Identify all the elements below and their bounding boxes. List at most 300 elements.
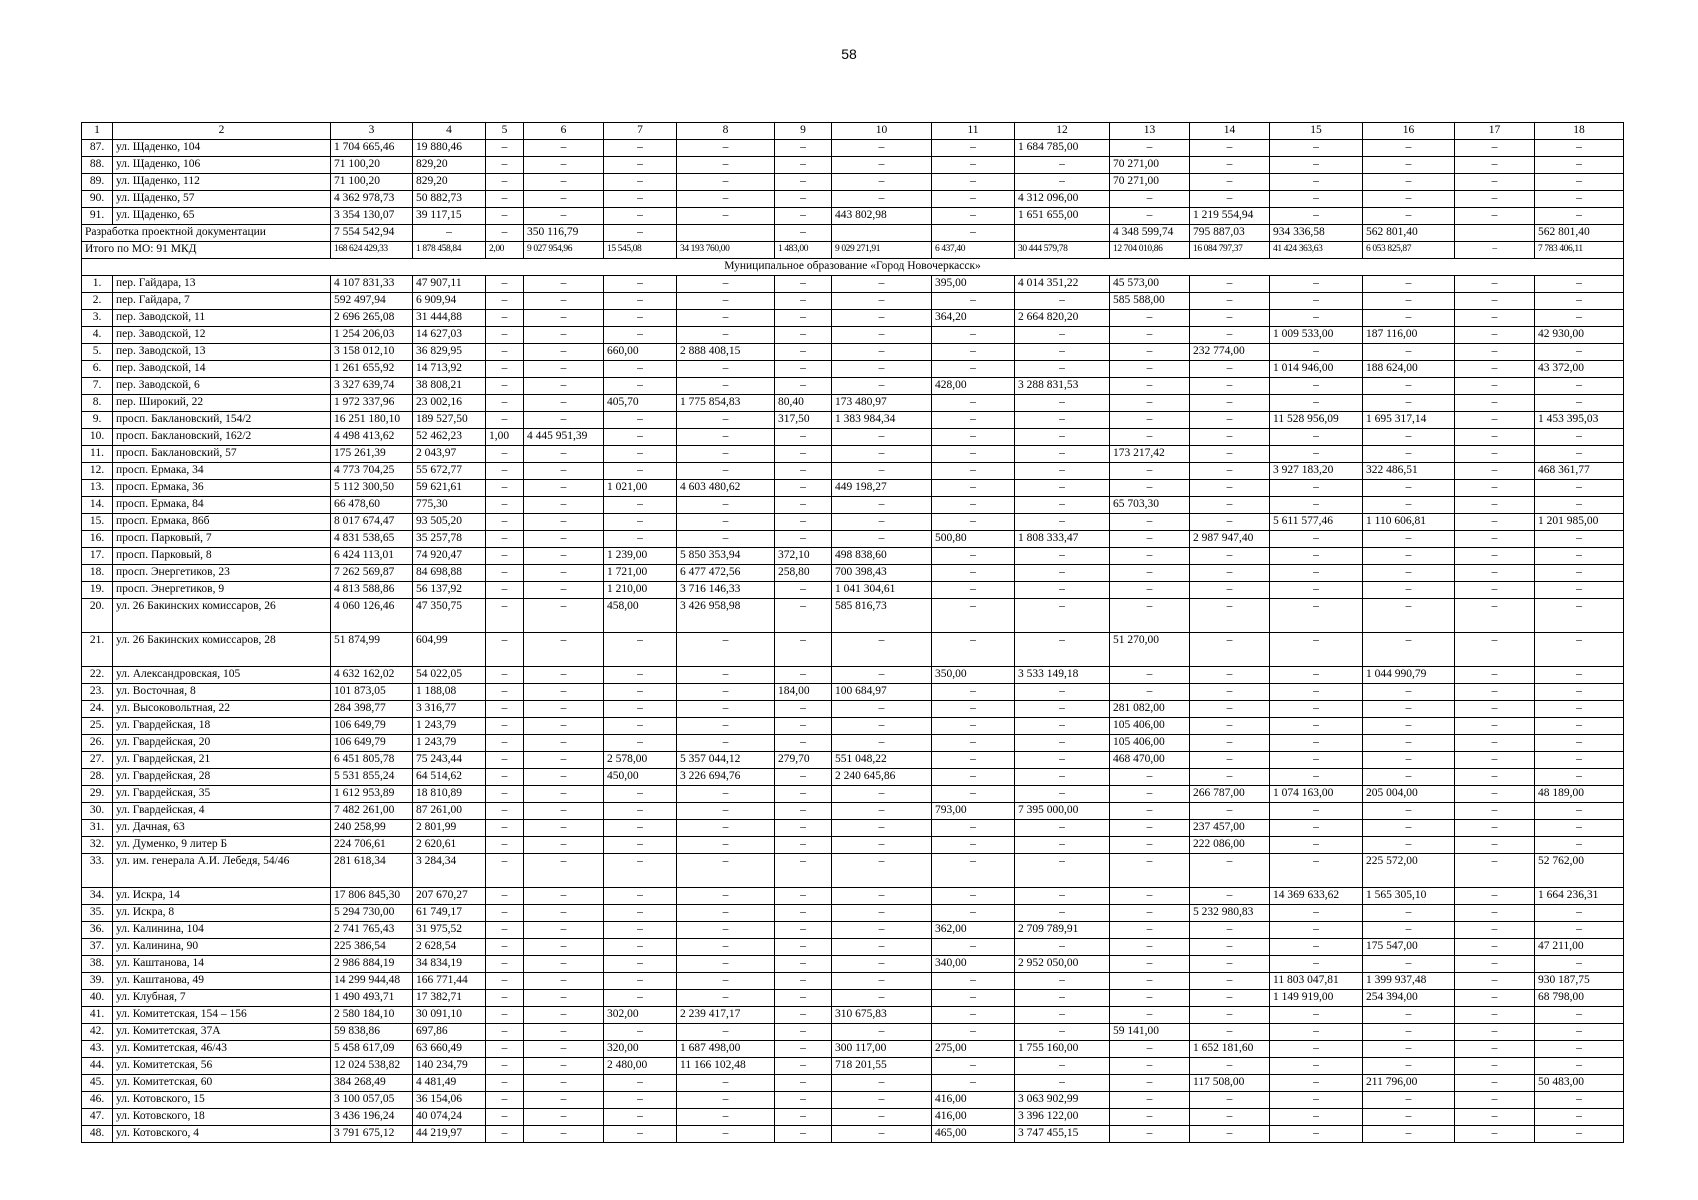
value-cell: – (932, 1058, 1015, 1075)
value-cell: – (1363, 582, 1455, 599)
value-cell: – (1270, 293, 1363, 310)
value-cell: – (775, 1041, 832, 1058)
header-cell: 5 (486, 123, 524, 140)
row-number: 30. (82, 803, 113, 820)
value-cell: – (604, 939, 677, 956)
value-cell: – (1363, 1126, 1455, 1143)
value-cell: – (1190, 412, 1270, 429)
value-cell: – (1190, 973, 1270, 990)
value-cell: 4 312 096,00 (1015, 191, 1110, 208)
value-cell: 19 880,46 (413, 140, 486, 157)
value-cell: – (775, 463, 832, 480)
value-cell: – (1363, 684, 1455, 701)
value-cell: – (677, 208, 775, 225)
value-cell: – (524, 820, 604, 837)
table-row (82, 276, 1624, 293)
value-cell: – (486, 956, 524, 973)
value-cell: – (1270, 837, 1363, 854)
value-cell: 4 107 831,33 (331, 276, 413, 293)
value-cell: – (1270, 378, 1363, 395)
value-cell: – (832, 990, 932, 1007)
value-cell: – (486, 293, 524, 310)
value-cell: – (1270, 1058, 1363, 1075)
value-cell: – (775, 633, 832, 667)
value-cell: 61 749,17 (413, 905, 486, 922)
value-cell: – (1535, 667, 1624, 684)
value-cell: – (1363, 956, 1455, 973)
value-cell (677, 225, 775, 242)
value-cell: 2,00 (486, 242, 524, 259)
value-cell: – (1110, 837, 1190, 854)
value-cell: – (677, 446, 775, 463)
value-cell: – (1455, 378, 1535, 395)
value-cell: – (1363, 769, 1455, 786)
value-cell: – (677, 1092, 775, 1109)
table-row (82, 429, 1624, 446)
value-cell: 4 362 978,73 (331, 191, 413, 208)
value-cell: – (1455, 565, 1535, 582)
value-cell: – (486, 1075, 524, 1092)
value-cell: 1 149 919,00 (1270, 990, 1363, 1007)
value-cell: 2 888 408,15 (677, 344, 775, 361)
value-cell: 100 684,97 (832, 684, 932, 701)
value-cell: – (832, 378, 932, 395)
value-cell: – (524, 1024, 604, 1041)
value-cell: – (1015, 786, 1110, 803)
value-cell: 14 299 944,48 (331, 973, 413, 990)
address-cell: ул. 26 Бакинских комиссаров, 26 (113, 599, 331, 633)
value-cell: – (775, 820, 832, 837)
address-cell: пер. Заводской, 13 (113, 344, 331, 361)
value-cell: – (1270, 1092, 1363, 1109)
value-cell: – (932, 174, 1015, 191)
value-cell: – (1015, 888, 1110, 905)
value-cell: – (775, 293, 832, 310)
value-cell: – (775, 497, 832, 514)
value-cell: – (486, 633, 524, 667)
value-cell: – (1455, 684, 1535, 701)
value-cell: – (1535, 1092, 1624, 1109)
value-cell: – (524, 191, 604, 208)
value-cell: 237 457,00 (1190, 820, 1270, 837)
table-row (82, 225, 1624, 242)
value-cell: 1 721,00 (604, 565, 677, 582)
value-cell: – (1110, 191, 1190, 208)
value-cell: – (1015, 174, 1110, 191)
value-cell: – (1110, 854, 1190, 888)
value-cell: – (1270, 667, 1363, 684)
table-row (82, 854, 1624, 888)
value-cell: 64 514,62 (413, 769, 486, 786)
address-cell: ул. Искра, 8 (113, 905, 331, 922)
value-cell: – (604, 191, 677, 208)
value-cell: 266 787,00 (1190, 786, 1270, 803)
value-cell: – (1455, 1024, 1535, 1041)
value-cell: – (1190, 480, 1270, 497)
value-cell: – (775, 429, 832, 446)
value-cell: – (524, 1041, 604, 1058)
value-cell: – (1270, 922, 1363, 939)
address-cell: ул. Гвардейская, 35 (113, 786, 331, 803)
value-cell: 1 808 333,47 (1015, 531, 1110, 548)
table-row (82, 344, 1624, 361)
value-cell: – (932, 293, 1015, 310)
value-cell: 232 774,00 (1190, 344, 1270, 361)
value-cell: – (524, 752, 604, 769)
address-cell: ул. Щаденко, 106 (113, 157, 331, 174)
value-cell: 498 838,60 (832, 548, 932, 565)
value-cell: – (775, 208, 832, 225)
value-cell: – (524, 888, 604, 905)
value-cell: 188 624,00 (1363, 361, 1455, 378)
value-cell: 14 713,92 (413, 361, 486, 378)
value-cell: – (524, 1092, 604, 1109)
value-cell: 7 395 000,00 (1015, 803, 1110, 820)
value-cell: 8 017 674,47 (331, 514, 413, 531)
value-cell: – (1190, 1058, 1270, 1075)
value-cell: – (1015, 429, 1110, 446)
value-cell: – (1015, 157, 1110, 174)
value-cell: – (1270, 905, 1363, 922)
value-cell: – (604, 684, 677, 701)
value-cell: – (486, 735, 524, 752)
row-number: 13. (82, 480, 113, 497)
value-cell: – (1535, 1126, 1624, 1143)
value-cell: – (486, 939, 524, 956)
value-cell: – (1363, 293, 1455, 310)
value-cell: – (932, 208, 1015, 225)
value-cell: – (524, 140, 604, 157)
value-cell: – (486, 310, 524, 327)
value-cell: – (1535, 837, 1624, 854)
value-cell: – (1015, 497, 1110, 514)
value-cell: – (775, 1024, 832, 1041)
value-cell: – (1015, 582, 1110, 599)
value-cell: 5 531 855,24 (331, 769, 413, 786)
address-cell: ул. Александровская, 105 (113, 667, 331, 684)
value-cell: 1 755 160,00 (1015, 1041, 1110, 1058)
value-cell: 1 210,00 (604, 582, 677, 599)
value-cell: – (775, 718, 832, 735)
value-cell: – (1110, 395, 1190, 412)
value-cell: – (932, 684, 1015, 701)
value-cell: – (1455, 395, 1535, 412)
table-row (82, 718, 1624, 735)
row-number: 32. (82, 837, 113, 854)
value-cell: 1 972 337,96 (331, 395, 413, 412)
value-cell: 1 041 304,61 (832, 582, 932, 599)
value-cell: – (1363, 718, 1455, 735)
value-cell: – (604, 140, 677, 157)
table-row (82, 1007, 1624, 1024)
value-cell: 6 477 472,56 (677, 565, 775, 582)
value-cell: – (1455, 242, 1535, 259)
address-cell: просп. Энергетиков, 9 (113, 582, 331, 599)
value-cell: 795 887,03 (1190, 225, 1270, 242)
value-cell: – (832, 446, 932, 463)
value-cell: 775,30 (413, 497, 486, 514)
value-cell: – (775, 276, 832, 293)
value-cell: – (1535, 820, 1624, 837)
value-cell: 700 398,43 (832, 565, 932, 582)
value-cell: 5 850 353,94 (677, 548, 775, 565)
value-cell: – (486, 412, 524, 429)
value-cell: 1 219 554,94 (1190, 208, 1270, 225)
table-row (82, 140, 1624, 157)
row-number: 18. (82, 565, 113, 582)
value-cell: – (932, 735, 1015, 752)
value-cell: – (1455, 1092, 1535, 1109)
value-cell: – (1455, 1058, 1535, 1075)
header-cell: 13 (1110, 123, 1190, 140)
row-number: 39. (82, 973, 113, 990)
value-cell: – (1110, 1041, 1190, 1058)
value-cell: – (1535, 310, 1624, 327)
value-cell: – (1455, 769, 1535, 786)
value-cell: – (1535, 922, 1624, 939)
value-cell: 56 137,92 (413, 582, 486, 599)
header-cell: 14 (1190, 123, 1270, 140)
row-number: 24. (82, 701, 113, 718)
value-cell: 34 834,19 (413, 956, 486, 973)
value-cell: 80,40 (775, 395, 832, 412)
value-cell: – (1190, 718, 1270, 735)
value-cell: 55 672,77 (413, 463, 486, 480)
value-cell: – (775, 225, 832, 242)
value-cell: – (1455, 837, 1535, 854)
value-cell: – (1363, 310, 1455, 327)
header-cell: 15 (1270, 123, 1363, 140)
value-cell: – (1015, 599, 1110, 633)
value-cell: – (932, 752, 1015, 769)
value-cell: – (1190, 548, 1270, 565)
header-cell: 8 (677, 123, 775, 140)
value-cell: 660,00 (604, 344, 677, 361)
table-row (82, 1024, 1624, 1041)
value-cell: – (1270, 1007, 1363, 1024)
value-cell: – (1110, 599, 1190, 633)
value-cell: 4 773 704,25 (331, 463, 413, 480)
address-cell: просп. Баклановский, 154/2 (113, 412, 331, 429)
value-cell: – (1110, 1075, 1190, 1092)
value-cell: – (832, 905, 932, 922)
value-cell: – (1363, 820, 1455, 837)
row-number: 28. (82, 769, 113, 786)
value-cell: – (486, 276, 524, 293)
value-cell: – (1270, 1041, 1363, 1058)
table-row (82, 735, 1624, 752)
value-cell: – (524, 361, 604, 378)
value-cell: – (1455, 174, 1535, 191)
value-cell: – (1270, 157, 1363, 174)
value-cell: 2 952 050,00 (1015, 956, 1110, 973)
address-cell: ул. Котовского, 18 (113, 1109, 331, 1126)
value-cell: – (1270, 548, 1363, 565)
value-cell: – (1535, 480, 1624, 497)
value-cell: 14 369 633,62 (1270, 888, 1363, 905)
address-cell: ул. Калинина, 90 (113, 939, 331, 956)
value-cell: 4 445 951,39 (524, 429, 604, 446)
row-number: 27. (82, 752, 113, 769)
value-cell: – (775, 990, 832, 1007)
value-cell: 310 675,83 (832, 1007, 932, 1024)
value-cell: – (524, 701, 604, 718)
value-cell: – (1270, 718, 1363, 735)
value-cell: 106 649,79 (331, 718, 413, 735)
value-cell: 320,00 (604, 1041, 677, 1058)
value-cell: – (775, 701, 832, 718)
value-cell: 47 350,75 (413, 599, 486, 633)
value-cell: – (486, 922, 524, 939)
value-cell: 1 651 655,00 (1015, 208, 1110, 225)
value-cell: 468 361,77 (1535, 463, 1624, 480)
table-row (82, 1041, 1624, 1058)
row-label: Разработка проектной документации (82, 225, 331, 242)
value-cell: 416,00 (932, 1109, 1015, 1126)
value-cell: – (1110, 1007, 1190, 1024)
value-cell: 6 424 113,01 (331, 548, 413, 565)
row-number: 26. (82, 735, 113, 752)
value-cell: – (1455, 429, 1535, 446)
value-cell: – (486, 854, 524, 888)
value-cell: 384 268,49 (331, 1075, 413, 1092)
row-number: 91. (82, 208, 113, 225)
value-cell: 930 187,75 (1535, 973, 1624, 990)
value-cell: – (524, 208, 604, 225)
table-row (82, 565, 1624, 582)
value-cell: – (677, 327, 775, 344)
value-cell: – (1455, 956, 1535, 973)
address-cell: просп. Энергетиков, 23 (113, 565, 331, 582)
value-cell: 30 444 579,78 (1015, 242, 1110, 259)
address-cell: просп. Баклановский, 57 (113, 446, 331, 463)
value-cell: 3 716 146,33 (677, 582, 775, 599)
value-cell: – (1455, 922, 1535, 939)
value-cell: 23 002,16 (413, 395, 486, 412)
header-cell: 16 (1363, 123, 1455, 140)
address-cell: ул. Каштанова, 49 (113, 973, 331, 990)
value-cell: – (1535, 531, 1624, 548)
value-cell: – (1110, 939, 1190, 956)
value-cell: – (604, 820, 677, 837)
value-cell: – (604, 361, 677, 378)
value-cell: 1 044 990,79 (1363, 667, 1455, 684)
value-cell: – (1270, 480, 1363, 497)
value-cell: – (1455, 718, 1535, 735)
value-cell: – (1363, 1024, 1455, 1041)
value-cell: 17 806 845,30 (331, 888, 413, 905)
value-cell: 51 874,99 (331, 633, 413, 667)
table-row (82, 684, 1624, 701)
value-cell: – (932, 565, 1015, 582)
value-cell: – (604, 531, 677, 548)
value-cell: – (604, 446, 677, 463)
address-cell: пер. Заводской, 12 (113, 327, 331, 344)
row-number: 6. (82, 361, 113, 378)
value-cell: 3 927 183,20 (1270, 463, 1363, 480)
value-cell: – (832, 293, 932, 310)
value-cell: 1 188,08 (413, 684, 486, 701)
value-cell: – (1363, 531, 1455, 548)
value-cell: – (524, 531, 604, 548)
value-cell: – (1363, 701, 1455, 718)
row-number: 90. (82, 191, 113, 208)
value-cell: 45 573,00 (1110, 276, 1190, 293)
value-cell: 3 226 694,76 (677, 769, 775, 786)
table-row (82, 395, 1624, 412)
value-cell: – (1110, 565, 1190, 582)
value-cell: 3 284,34 (413, 854, 486, 888)
value-cell: – (677, 905, 775, 922)
value-cell: – (524, 1007, 604, 1024)
value-cell: – (1363, 633, 1455, 667)
value-cell: – (1015, 293, 1110, 310)
address-cell: ул. Гвардейская, 20 (113, 735, 331, 752)
value-cell: – (932, 344, 1015, 361)
value-cell: – (677, 174, 775, 191)
value-cell (1455, 225, 1535, 242)
value-cell: 12 024 538,82 (331, 1058, 413, 1075)
value-cell: – (775, 361, 832, 378)
value-cell: 35 257,78 (413, 531, 486, 548)
value-cell: 449 198,27 (832, 480, 932, 497)
value-cell: 189 527,50 (413, 412, 486, 429)
value-cell: – (1190, 803, 1270, 820)
value-cell: – (604, 990, 677, 1007)
value-cell: 500,80 (932, 531, 1015, 548)
value-cell: – (1535, 395, 1624, 412)
value-cell: – (1110, 922, 1190, 939)
value-cell: – (604, 803, 677, 820)
value-cell: – (1190, 157, 1270, 174)
row-number: 20. (82, 599, 113, 633)
value-cell: – (832, 140, 932, 157)
value-cell: 6 053 825,87 (1363, 242, 1455, 259)
address-cell: ул. Гвардейская, 4 (113, 803, 331, 820)
value-cell: – (1535, 1109, 1624, 1126)
value-cell: 5 611 577,46 (1270, 514, 1363, 531)
value-cell: 1 483,00 (775, 242, 832, 259)
value-cell: – (932, 327, 1015, 344)
value-cell: – (832, 803, 932, 820)
value-cell: – (1455, 1109, 1535, 1126)
value-cell: 405,70 (604, 395, 677, 412)
value-cell: – (1363, 1092, 1455, 1109)
value-cell: – (1110, 820, 1190, 837)
table-header-row (82, 123, 1624, 140)
row-number: 41. (82, 1007, 113, 1024)
value-cell: – (604, 735, 677, 752)
value-cell: – (932, 582, 1015, 599)
value-cell: – (1270, 684, 1363, 701)
value-cell: – (604, 905, 677, 922)
address-cell: ул. Щаденко, 112 (113, 174, 331, 191)
table-row (82, 599, 1624, 633)
value-cell: – (932, 361, 1015, 378)
address-cell: пер. Заводской, 6 (113, 378, 331, 395)
value-cell: – (1190, 633, 1270, 667)
row-number: 8. (82, 395, 113, 412)
table-row (82, 701, 1624, 718)
value-cell: – (1455, 276, 1535, 293)
value-cell: – (1455, 1041, 1535, 1058)
row-number: 47. (82, 1109, 113, 1126)
value-cell: 2 741 765,43 (331, 922, 413, 939)
value-cell: – (832, 1109, 932, 1126)
value-cell: 175 547,00 (1363, 939, 1455, 956)
page-number: 58 (841, 46, 857, 62)
value-cell: – (1190, 1007, 1270, 1024)
